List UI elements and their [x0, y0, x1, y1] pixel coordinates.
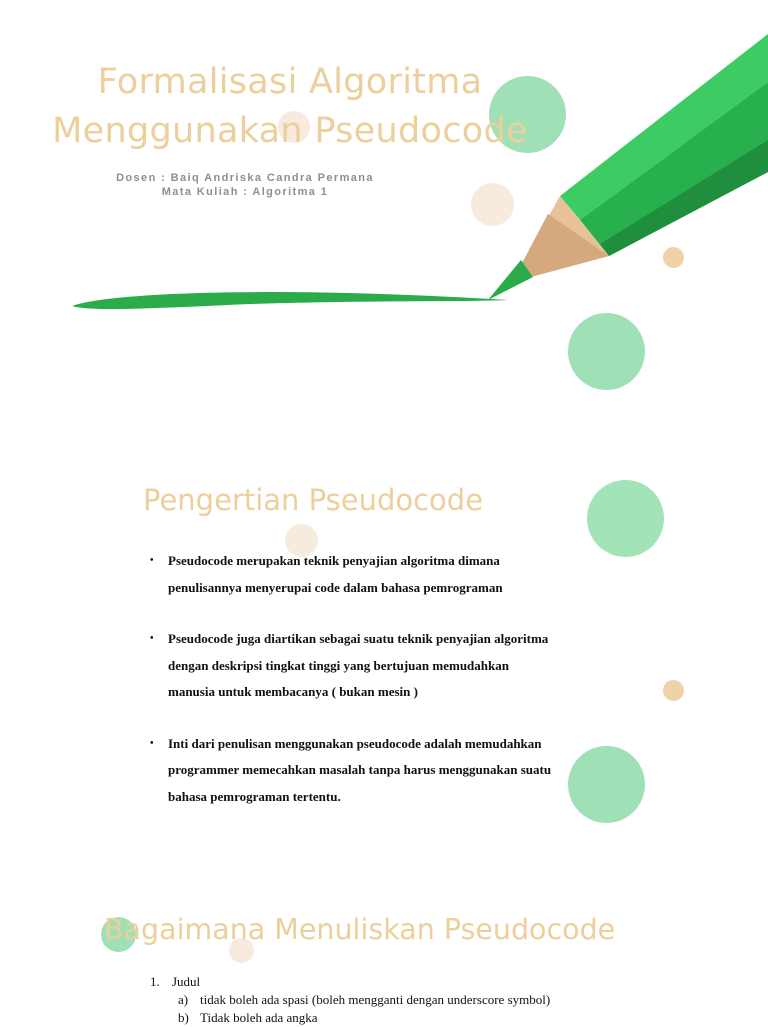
- bullet-item: [150, 548, 610, 601]
- bullet-text: Pseudocode juga diartikan sebagai suatu teknik penyajian algoritma: [168, 631, 549, 646]
- list-item: [150, 991, 650, 1009]
- title-line-1: Formalisasi Algoritma: [97, 62, 483, 102]
- lecturer-text: Dosen : Baiq Andriska Candra Permana: [116, 172, 374, 184]
- subtitle: [60, 171, 430, 199]
- bullet-list: [150, 548, 610, 835]
- bullet-text: dengan deskripsi tingkat tinggi yang bertujuan memudahkan: [168, 657, 509, 673]
- bullet-text: Pseudocode merupakan teknik penyajian algoritma dimana: [168, 553, 500, 568]
- title-line-2: Menggunakan Pseudocode: [52, 111, 528, 151]
- bullet-icon: •: [150, 633, 154, 644]
- list-text: Tidak boleh ada angka: [200, 1010, 318, 1025]
- numbered-list: [150, 973, 650, 1027]
- section-title: Pengertian Pseudocode: [143, 483, 484, 517]
- bullet-text: penulisannya menyerupai code dalam bahasa pemrograman: [168, 579, 503, 595]
- bullet-icon: •: [150, 737, 154, 749]
- bullet-item: [150, 731, 610, 811]
- list-marker: a): [178, 992, 189, 1007]
- bullet-text: Inti dari penulisan menggunakan pseudocode adalah memudahkan: [168, 735, 542, 751]
- section-title: Bagaimana Menuliskan Pseudocode: [104, 913, 616, 946]
- bullet-text: manusia untuk membacanya ( bukan mesin ): [168, 684, 418, 699]
- course-text: Mata Kuliah : Algoritma 1: [161, 186, 329, 198]
- bullet-item: [150, 626, 610, 706]
- list-text: tidak boleh ada spasi (boleh mengganti dengan underscore symbol): [200, 992, 551, 1007]
- deco-circle: [587, 480, 664, 557]
- bullet-icon: •: [150, 555, 154, 566]
- list-marker: b): [178, 1010, 189, 1025]
- pencil-illustration: [0, 0, 768, 320]
- slide-title: [30, 58, 550, 156]
- green-stroke: [72, 292, 508, 309]
- list-marker: 1.: [150, 974, 160, 989]
- list-text: Judul: [172, 974, 201, 989]
- deco-circle: [568, 313, 645, 390]
- bullet-text: programmer memecahkan masalah tanpa harus menggunakan suatu: [168, 762, 552, 777]
- list-item: [150, 973, 650, 991]
- bullet-text: bahasa pemrograman tertentu.: [168, 788, 341, 804]
- list-item: [150, 1009, 650, 1027]
- deco-circle: [663, 680, 684, 701]
